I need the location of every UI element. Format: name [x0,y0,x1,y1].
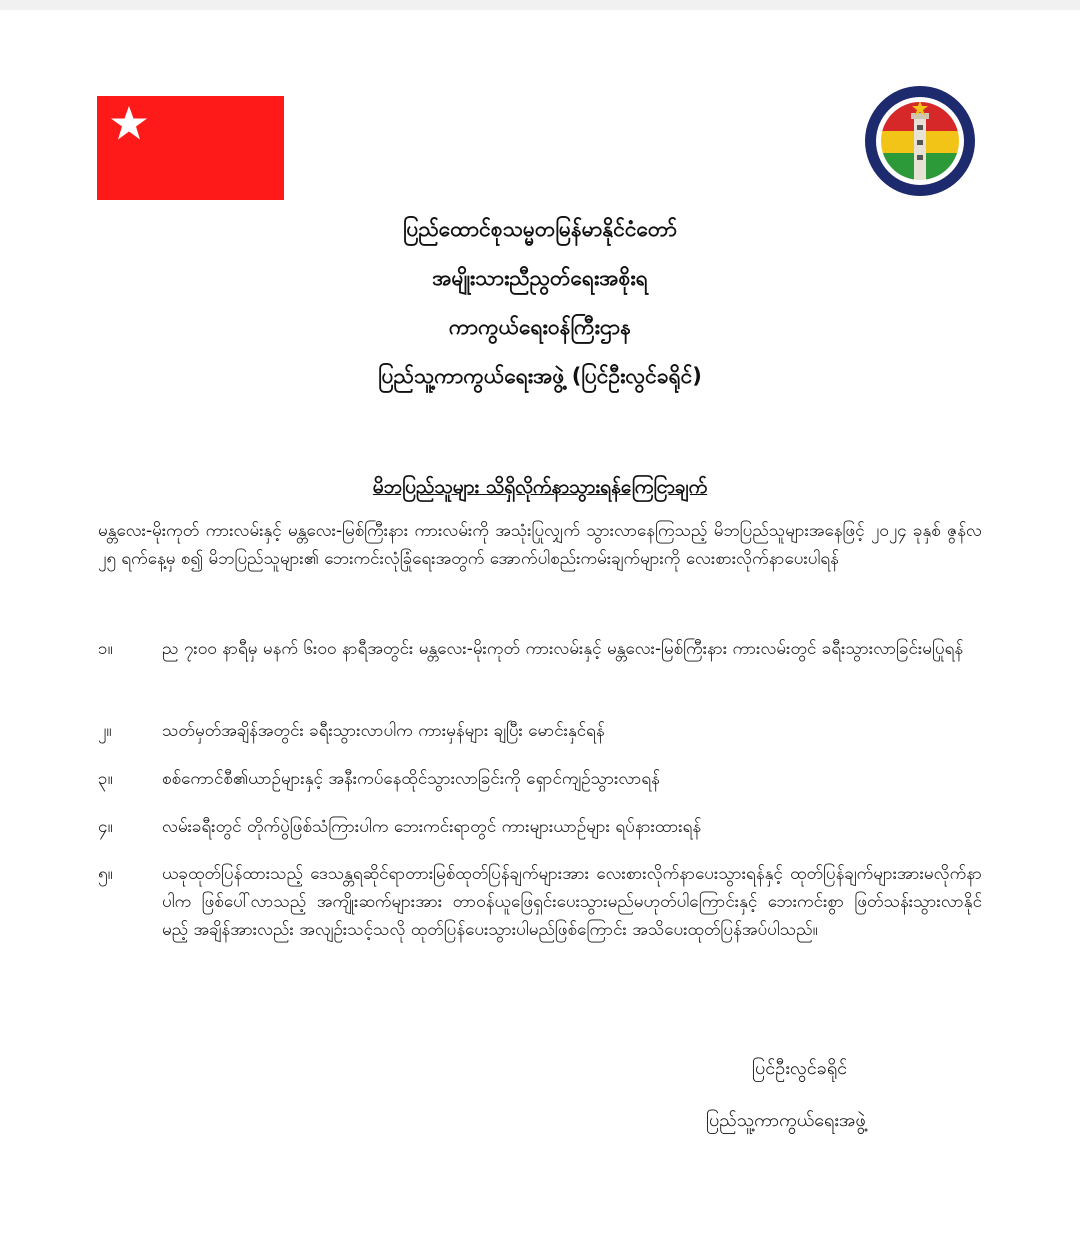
header-line-organization: ပြည်သူ့ကာကွယ်ရေးအဖွဲ့ (ပြင်ဦးလွင်ခရိုင်) [378,364,702,388]
emblem-logo [864,85,976,197]
list-item [98,717,982,745]
star-icon [107,102,151,146]
document-header [0,215,1080,411]
item-number: ၄။ [98,817,113,837]
header-line-ministry: ကာကွယ်ရေးဝန်ကြီးဌာန [448,315,632,339]
signature-district: ပြင်ဦးလွင်ခရိုင် [752,1058,848,1079]
signature-organization: ပြည်သူ့ကာကွယ်ရေးအဖွဲ့ [706,1110,866,1131]
intro-paragraph: မန္တလေး-မိုးကုတ် ကားလမ်းနှင့် မန္တလေး-မြစ်ကြီးနား ကားလမ်းကို အသုံးပြုလျှက် သွားလာနေကြသည့် မိဘပြည်သူများအနေဖြင့် ၂၀၂၄ ခုနှစ် ဇွန်လ ၂၅ ရက်နေ့မှ စ၍ မိဘပြည်သူများ၏ ဘေးကင်းလုံခြုံရေးအတွက် အောက်ပါစည်းကမ်းချက်များကို လေးစားလိုက်နာပေးပါရန် [98,521,982,569]
item-text: လမ်းခရီးတွင် တိုက်ပွဲဖြစ်သံကြားပါက ဘေးကင်းရာတွင် ကားများယာဉ်များ ရပ်နားထားရန် [162,817,702,837]
item-number: ၅။ [98,864,113,884]
list-item [98,860,982,944]
list-item [98,813,982,841]
notice-title: မိဘပြည်သူများ သိရှိလိုက်နာသွားရန်ကြေငြာချက် [372,476,708,498]
item-number: ၁။ [98,639,113,659]
list-item [98,765,982,793]
item-number: ၃။ [98,769,113,789]
item-text: စစ်ကောင်စီ၏ယာဉ်များနှင့် အနီးကပ်နေထိုင်သွားလာခြင်းကို ရှောင်ကျဉ်သွားလာရန် [162,769,660,789]
item-text: ည ၇း၀၀ နာရီမှ မနက် ၆း၀၀ နာရီအတွင်း မန္တလေး-မိုးကုတ် ကားလမ်းနှင့် မန္တလေး-မြစ်ကြီးနား ကားလမ်းတွင် ခရီးသွားလာခြင်းမပြုရန် [162,639,964,659]
flag-image [97,96,284,200]
header-line-government: အမျိုးသားညီညွတ်ရေးအစိုးရ [432,266,648,290]
item-text: ယခုထုတ်ပြန်ထားသည့် ဒေသန္တရဆိုင်ရာတားမြစ်ထုတ်ပြန်ချက်များအား လေးစားလိုက်နာပေးသွားရန်နှင့် ထုတ်ပြန်ချက်များအားမလိုက်နာပါက ဖြစ်ပေါ်လာသည့် အကျိုးဆက်များအား တာဝန်ယူဖြေရှင်းပေးသွားမည်မဟုတ်ပါကြောင်းနှင့် ဘေးကင်းစွာ ဖြတ်သန်းသွားလာနိုင်မည့် အချိန်အားလည်း အလျဉ်းသင့်သလို ထုတ်ပြန်ပေးသွားပါမည်ဖြစ်ကြောင်း အသိပေးထုတ်ပြန်အပ်ပါသည်။ [162,864,982,940]
list-item [98,635,982,663]
header-line-country: ပြည်ထောင်စုသမ္မတမြန်မာနိုင်ငံတော် [402,217,677,241]
item-number: ၂။ [98,721,112,741]
top-strip [0,0,1080,10]
item-text: သတ်မှတ်အချိန်အတွင်း ခရီးသွားလာပါက ကားမှန်များ ချပြီး မောင်းနှင်ရန် [162,721,605,741]
